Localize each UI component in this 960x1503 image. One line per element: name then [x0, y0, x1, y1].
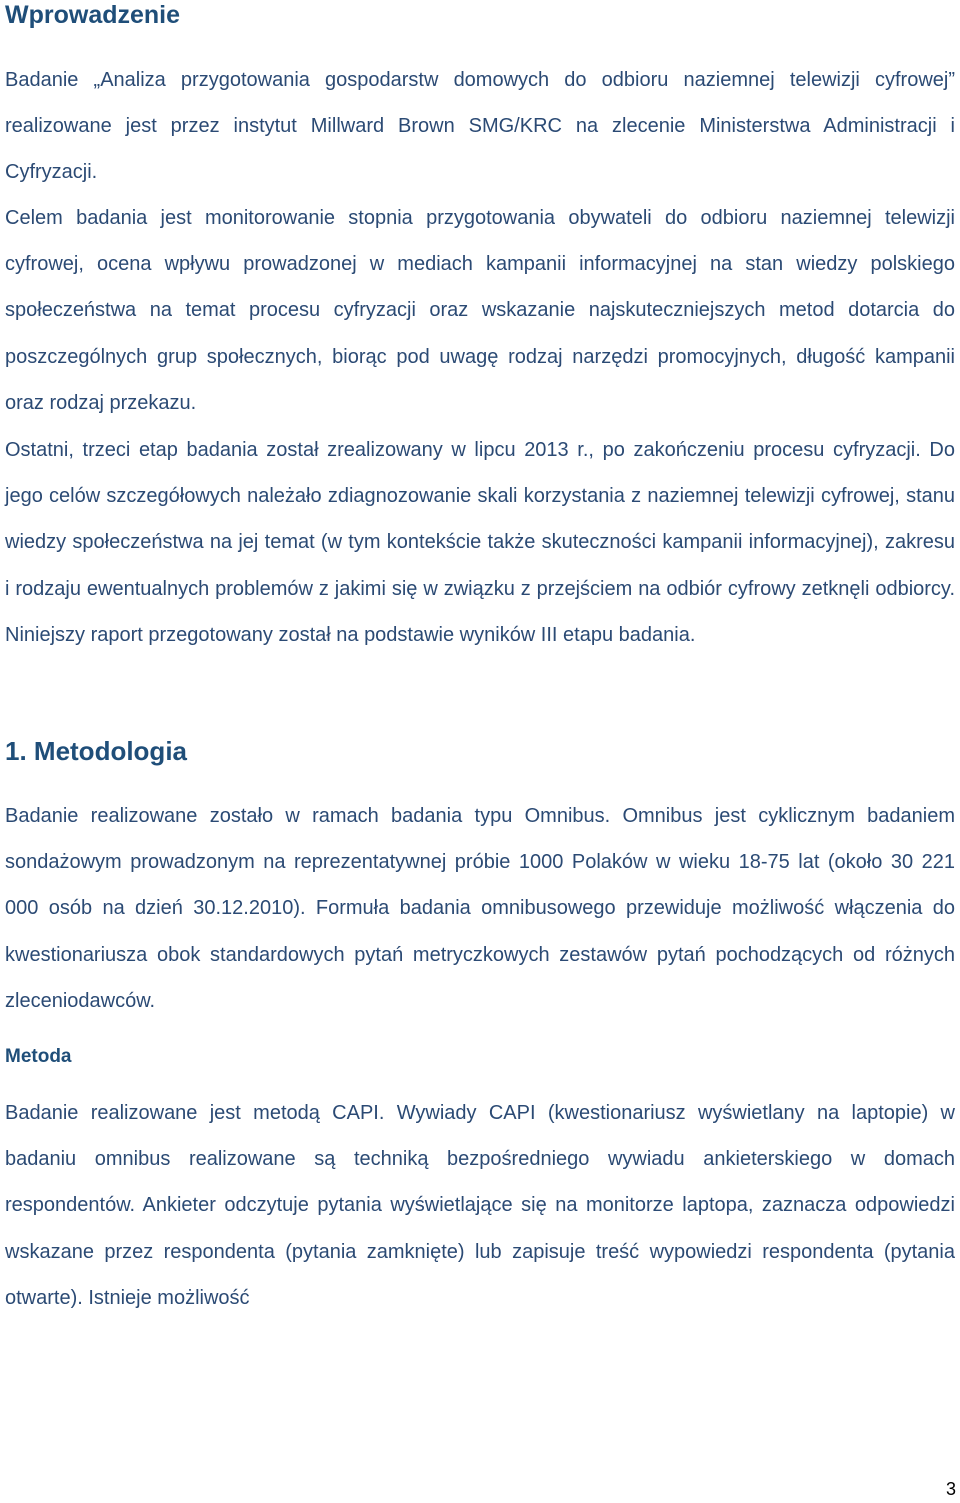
heading-method: Metoda: [5, 1046, 72, 1067]
intro-paragraph-1: Badanie „Analiza przygotowania gospodarstw domowych do odbioru naziemnej telewizji cyfrowej” realizowane jest przez instytut Millward Brown SMG/KRC na zlecenie Ministerstwa Administracji i Cyfryzacji.: [5, 69, 955, 184]
intro-paragraph-3: Ostatni, trzeci etap badania został zrealizowany w lipcu 2013 r., po zakończeniu procesu cyfryzacji. Do jego celów szczegółowych należało zdiagnozowanie skali korzystania z naziemnej telewizji cyfrowej, stanu wiedzy społeczeństwa na jej temat (w tym kontekście także skuteczności kampanii informacyjnej), zakresu i rodzaju ewentualnych problemów z jakimi się w związku z przejściem na odbiór cyfrowy zetknęli odbiorcy. Niniejszy raport przegotowany został na podstawie wyników III etapu badania.: [5, 439, 955, 646]
methodology-paragraph: Badanie realizowane zostało w ramach badania typu Omnibus. Omnibus jest cyklicznym badaniem sondażowym prowadzonym na reprezentatywnej próbie 1000 Polaków w wieku 18-75 lat (około 30 221 000 osób na dzień 30.12.2010). Formuła badania omnibusowego przewiduje możliwość włączenia do kwestionariusza obok standardowych pytań metryczkowych zestawów pytań pochodzących od różnych zleceniodawców.: [5, 805, 955, 1012]
intro-paragraph-2: Celem badania jest monitorowanie stopnia przygotowania obywateli do odbioru naziemnej telewizji cyfrowej, ocena wpływu prowadzonej w mediach kampanii informacyjnej na stan wiedzy polskiego społeczeństwa na temat procesu cyfryzacji oraz wskazanie najskuteczniejszych metod dotarcia do poszczególnych grup społecznych, biorąc pod uwagę rodzaj narzędzi promocyjnych, długość kampanii oraz rodzaj przekazu.: [5, 207, 955, 414]
heading-introduction: Wprowadzenie: [5, 1, 181, 29]
method-paragraph: Badanie realizowane jest metodą CAPI. Wywiady CAPI (kwestionariusz wyświetlany na laptopie) w badaniu omnibus realizowane są techniką bezpośredniego wywiadu ankieterskiego w domach respondentów. Ankieter odczytuje pytania wyświetlające się na monitorze laptopa, zaznacza odpowiedzi wskazane przez respondenta (pytania zamknięte) lub zapisuje treść wypowiedzi respondenta (pytania otwarte). Istnieje możliwość: [5, 1102, 955, 1309]
page-number: 3: [945, 1479, 956, 1499]
heading-methodology: 1. Metodologia: [5, 736, 187, 766]
